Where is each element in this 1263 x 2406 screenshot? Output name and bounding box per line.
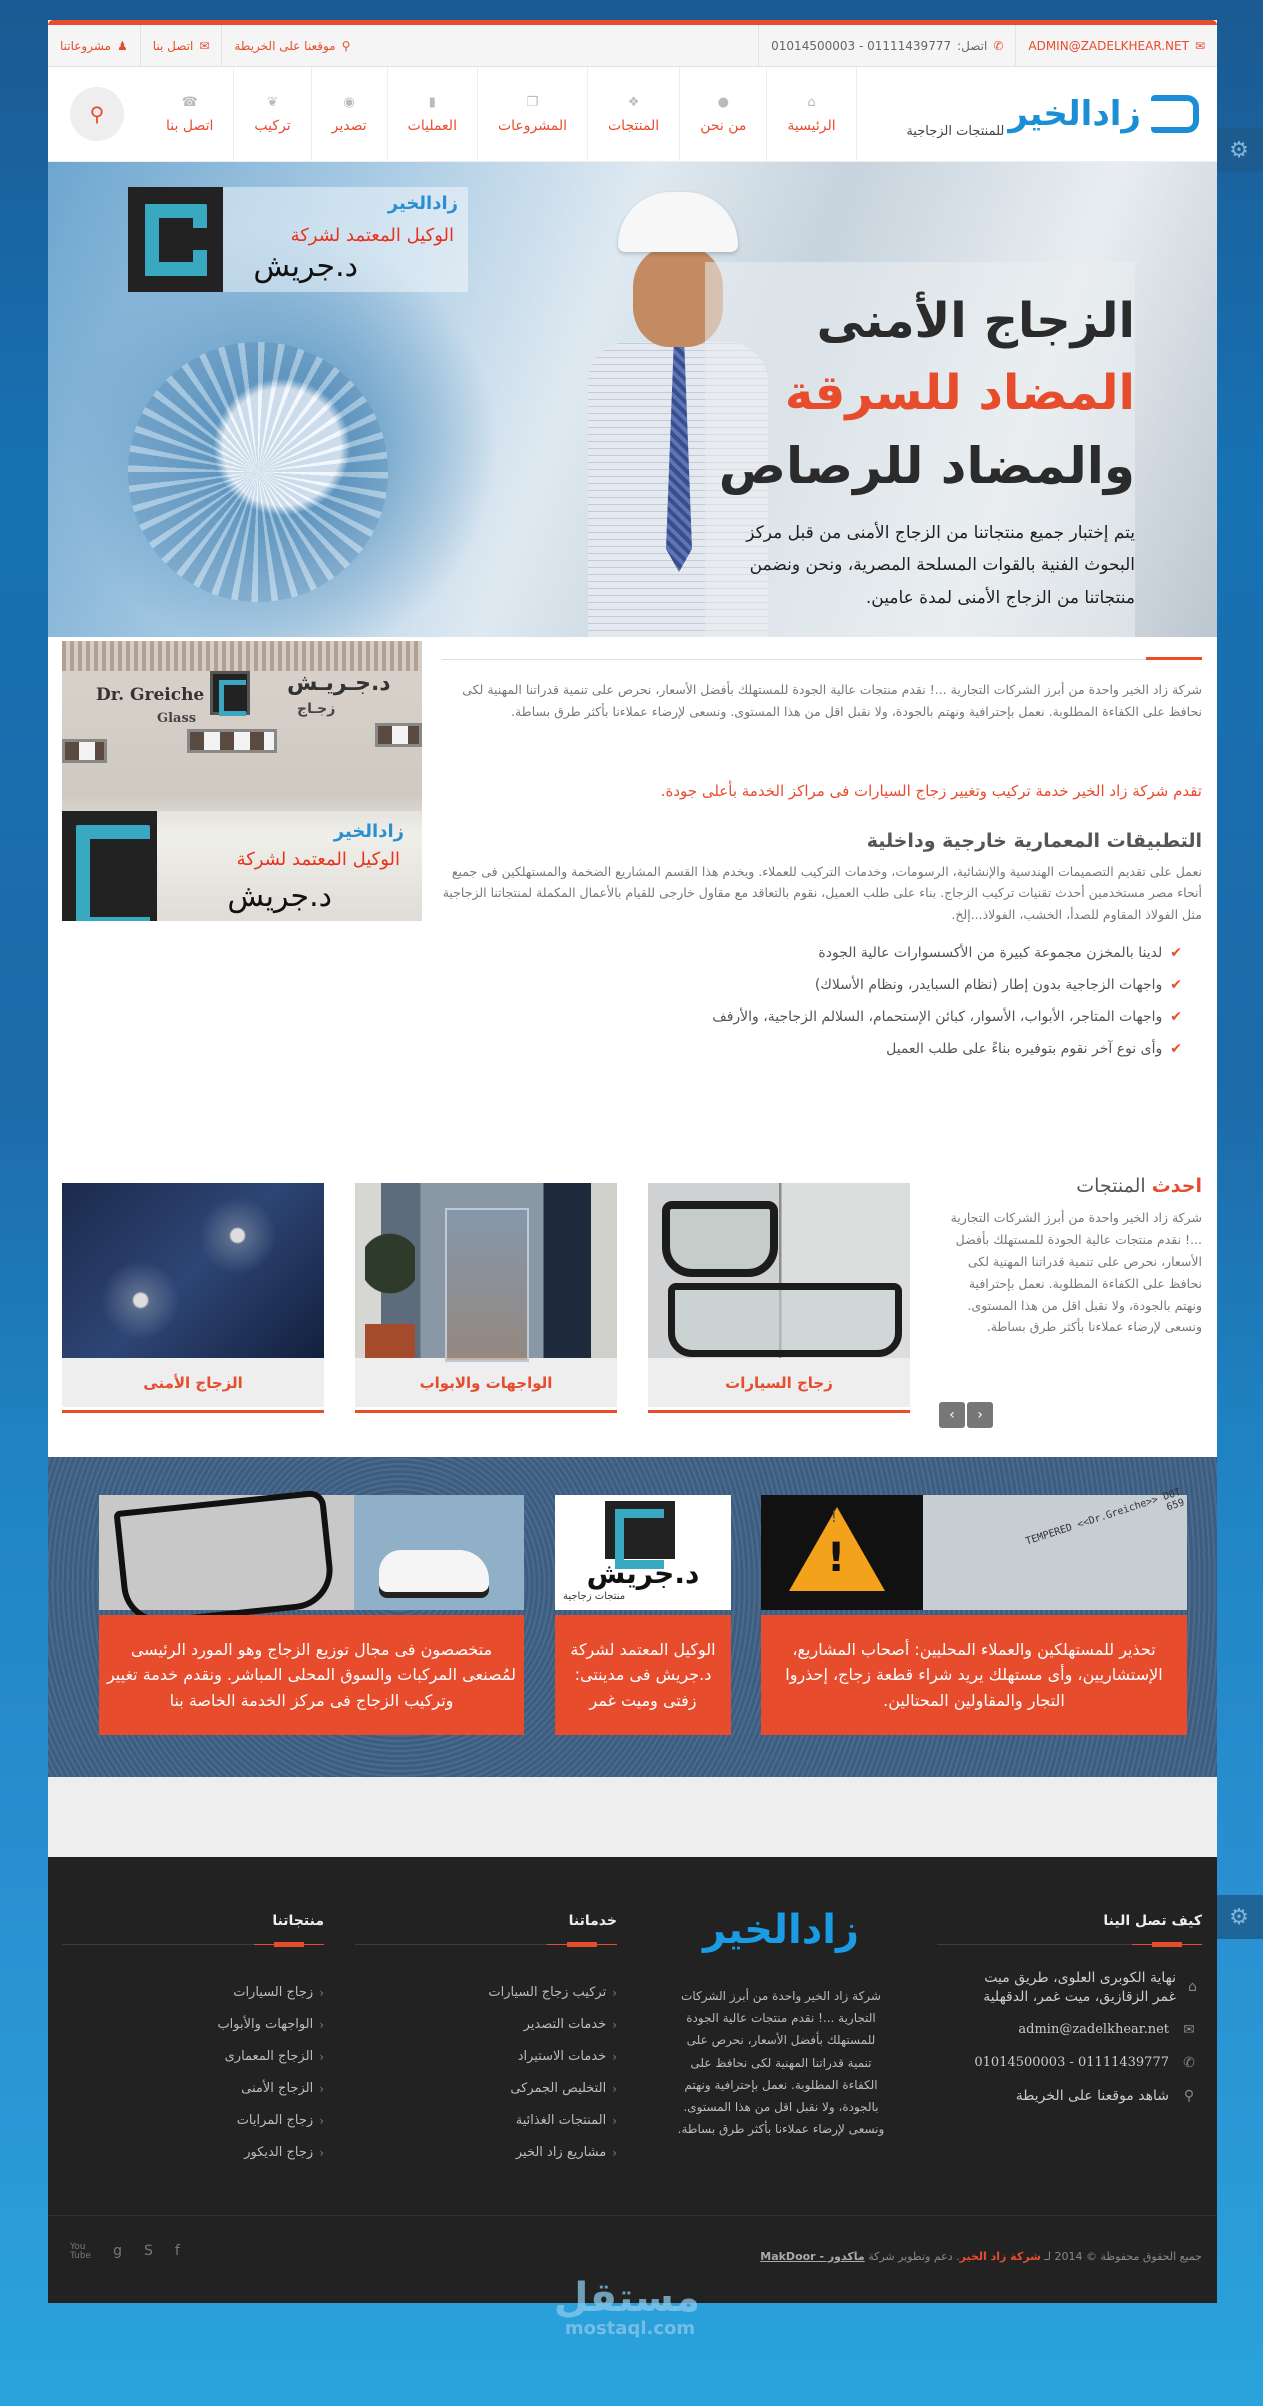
chevron-icon: ‹ xyxy=(319,2018,324,2032)
products-title xyxy=(1076,1175,1202,1197)
phone-icon: ☎ xyxy=(181,94,198,110)
footer-divider xyxy=(62,1944,324,1945)
warning-box[interactable] xyxy=(761,1486,1187,1710)
warning-icon: ! ! xyxy=(827,1535,846,1581)
overlay-text: الوكيل المعتمد لشركة xyxy=(236,849,400,870)
nav-label: العمليات xyxy=(407,117,457,134)
map-link-label: موقعنا على الخريطة xyxy=(234,38,336,53)
nav-label: تركيب xyxy=(254,117,291,134)
greiche-name: د.جريش xyxy=(586,1557,700,1590)
footer-divider xyxy=(937,1944,1202,1945)
chevron-icon: ‹ xyxy=(612,2050,617,2064)
footer-link[interactable] xyxy=(488,2041,617,2073)
chevron-icon: ‹ xyxy=(612,1986,617,2000)
checklist-text: واجهات الزجاجية بدون إطار (نظام السبايدر، ونظام الأسلاك) xyxy=(814,977,1163,993)
link-label: مشاريع زاد الخير xyxy=(515,2145,607,2160)
link-label: زجاج السيارات xyxy=(233,1985,314,2000)
projects-link[interactable] xyxy=(48,25,140,66)
divider-accent xyxy=(1146,657,1202,660)
envelope-icon: ✉ xyxy=(199,38,210,53)
chevron-icon: ‹ xyxy=(319,2114,324,2128)
files-icon: ❐ xyxy=(526,94,539,110)
product-caption[interactable]: الزجاج الأمنى xyxy=(62,1358,324,1410)
greiche-logo-icon xyxy=(210,671,250,715)
link-label: زجاج الديكور xyxy=(244,2145,314,2160)
checklist-text: لدينا بالمخزن مجموعة كبيرة من الأكسسوارات عالية الجودة xyxy=(818,945,1163,961)
checklist-text: وأى نوع آخر نقوم بتوفيره بناءً على طلب العميل xyxy=(886,1041,1163,1057)
contact-link[interactable] xyxy=(140,25,222,66)
building-sign-en2: Glass xyxy=(157,711,197,726)
site-header xyxy=(48,67,1217,162)
nav-label: من نحن xyxy=(700,117,747,134)
phone-icon: ✆ xyxy=(993,38,1004,53)
products-title-rest: المنتجات xyxy=(1076,1175,1152,1197)
greiche-building-image xyxy=(62,641,422,921)
watermark-ar: مستقل xyxy=(553,2275,700,2321)
contact-link-label: اتصل بنا xyxy=(152,38,194,53)
footer-link[interactable] xyxy=(217,2009,324,2041)
facebook-icon[interactable]: f xyxy=(174,2243,180,2259)
top-bar xyxy=(48,25,1217,67)
phone-text: 01111439777 - 01014500003 xyxy=(974,2055,1169,2071)
email-link[interactable] xyxy=(1015,25,1217,66)
search-icon: ⚲ xyxy=(89,102,105,126)
footer-contact-title: كيف تصل الينا xyxy=(1103,1913,1202,1929)
nav-label: المنتجات xyxy=(608,117,660,134)
developer-link[interactable]: ماكدور - MakDoor xyxy=(760,2250,865,2263)
dealer-text: الوكيل المعتمد لشركة د.جريش فى مدينتى: زفتى وميت غمر xyxy=(555,1615,731,1735)
footer-link[interactable] xyxy=(488,2105,617,2137)
broken-glass-graphic xyxy=(128,342,388,602)
products-description: شركة زاد الخير واحدة من أبرز الشركات التجارية ...! نقدم منتجات عالية الجودة للمستهلك بأفضل الأسعار، نحرص على تنمية قدراتنا المهنية لكى نحافظ على الكفاءة المطلوبة. نعمل بإحترافية ونهتم بالجودة، ولا نقبل اقل من هذا المستوى. ونسعى لإرضاء عملاءنا بأكثر طرق بساطة. xyxy=(950,1210,1202,1335)
home-icon: ⌂ xyxy=(1188,1979,1197,1996)
phone-icon: ✆ xyxy=(1183,2054,1195,2071)
envelope-icon: ✉ xyxy=(1194,38,1205,53)
architecture-heading: التطبيقات المعمارية خارجية وداخلية xyxy=(866,830,1202,852)
address-text: نهاية الكوبرى العلوى، طريق ميت غمر الزقازيق، ميت غمر، الدقهلية xyxy=(983,1970,1176,2005)
map-marker-icon: ⚲ xyxy=(341,38,351,53)
product-caption[interactable]: زجاج السيارات xyxy=(648,1358,910,1410)
product-caption[interactable]: الواجهات والابواب xyxy=(355,1358,617,1410)
footer-link[interactable] xyxy=(217,2137,324,2169)
google-plus-icon[interactable]: g xyxy=(113,2243,122,2259)
greiche-logo-icon xyxy=(128,187,223,292)
intro-highlight: تقدم شركة زاد الخير خدمة تركيب وتغيير زجاج السيارات فى مراكز الخدمة بأعلى جودة. xyxy=(660,782,1202,800)
map-text: شاهد موقعنا على الخريطة xyxy=(1015,2087,1169,2104)
chevron-icon: ‹ xyxy=(319,2050,324,2064)
distribution-box[interactable] xyxy=(99,1495,524,1710)
nav-label: تصدير xyxy=(331,117,367,134)
distribution-text: متخصصون فى مجال توزيع الزجاج وهو المورد الرئيسى لمُصنعى المركبات والسوق المحلى المباشر. ونقدم خدمة تغيير وتركيب الزجاج فى مركز الخدمة الخاصة بنا xyxy=(99,1615,524,1735)
link-label: تركيب زجاج السيارات xyxy=(488,1985,607,2000)
carousel-controls xyxy=(939,1402,993,1428)
phone-label: اتصل: xyxy=(957,38,988,53)
checklist-item xyxy=(712,1001,1182,1033)
globe-icon: ◉ xyxy=(343,94,355,110)
mostaql-watermark xyxy=(553,2275,700,2339)
dealer-brand: زادالخير xyxy=(387,193,458,214)
nav-label: اتصل بنا xyxy=(166,117,214,134)
site-logo[interactable] xyxy=(888,67,1217,161)
architecture-paragraph: نعمل على تقديم التصميمات الهندسية والإنشائية، الرسومات، وخدمات التركيب للعملاء. ويخدم هذا القسم المشاريع الضخمة والمستهلكين فى جميع أنحاء مصر مستخدمين أحدث تقنيات تركيب الزجاج. بناء على طلب العميل، نقوم بالتعاقد مع مقاول خارجى للقيام بالأعمال المكملة لمنتجاتنا الزجاجية مثل الفولاذ المقاوم للصدأ، الخشب، الفولاذ...إلخ. xyxy=(442,864,1202,922)
nav-item-export[interactable] xyxy=(312,67,388,161)
email-text: admin@zadelkhear.net xyxy=(1018,2022,1169,2038)
logo-emblem xyxy=(1151,95,1199,133)
footer-link[interactable] xyxy=(488,2137,617,2169)
email-text: ADMIN@ZADELKHEAR.NET xyxy=(1028,38,1189,53)
footer-link[interactable] xyxy=(217,2105,324,2137)
product-card[interactable] xyxy=(355,1183,617,1410)
warning-image xyxy=(761,1486,1187,1610)
contact-email[interactable] xyxy=(957,2021,1197,2040)
hero-title-line1: الزجاج الأمنى xyxy=(816,293,1135,349)
footer-logo[interactable]: زادالخير xyxy=(702,1907,860,1953)
link-label: خدمات الاستيراد xyxy=(517,2049,607,2064)
hero-slider[interactable] xyxy=(48,162,1217,637)
footer-link[interactable] xyxy=(217,1977,324,2009)
car-glass-image xyxy=(648,1183,910,1358)
checklist-text: واجهات المتاجر، الأبواب، الأسوار، كبائن الإستحمام، السلالم الزجاجية، والأرفف xyxy=(712,1009,1163,1025)
hero-description: يتم إختبار جميع منتجاتنا من الزجاج الأمنى من قبل مركز البحوث الفنية بالقوات المسلحة المصرية، ونحن ونضمن منتجاتنا من الزجاج الأمنى لمدة عامين. xyxy=(746,523,1135,608)
dealer-badge xyxy=(128,187,468,292)
warning-text: تحذير للمستهلكين والعملاء المحليين: أصحاب المشاريع، الإستشاريين، وأى مستهلك يريد شراء قطعة زجاج، إحذروا التجار والمقاولين المحتالين. xyxy=(761,1615,1187,1735)
chevron-icon: ‹ xyxy=(319,1986,324,2000)
check-icon: ✔ xyxy=(1170,1041,1182,1057)
logo-text: زادالخير xyxy=(1008,94,1141,134)
footer-divider xyxy=(355,1944,617,1945)
footer-link[interactable] xyxy=(217,2041,324,2073)
building-sign-ar2: زجـاج xyxy=(297,701,336,717)
footer-products-title: منتجاتنا xyxy=(272,1913,324,1929)
link-label: الزجاج الأمنى xyxy=(241,2081,314,2096)
overlay-name: د.جريش xyxy=(227,879,332,914)
main-nav xyxy=(48,67,857,161)
intro-section xyxy=(48,637,1217,1157)
tempered-label: TEMPERED <<Dr.Greiche>> DOT 659 xyxy=(1024,1486,1186,1548)
leaf-icon: ❦ xyxy=(267,94,278,110)
nav-item-about[interactable] xyxy=(680,67,767,161)
briefcase-icon: ▮ xyxy=(428,94,436,110)
section-divider xyxy=(442,659,1202,660)
footer-about xyxy=(676,1907,886,2140)
nav-label: الرئيسية xyxy=(787,117,836,134)
link-label: المنتجات الغذائية xyxy=(515,2113,607,2128)
map-marker-icon: ⚲ xyxy=(1183,2087,1195,2104)
nav-item-operations[interactable] xyxy=(388,67,478,161)
footer-about-text: شركة زاد الخير واحدة من أبرز الشركات التجارية ...! نقدم منتجات عالية الجودة للمستهلك بأفضل الأسعار، نحرص على تنمية قدراتنا المهنية لكى نحافظ على الكفاءة المطلوبة. نعمل بإحترافية ونهتم بالجودة، ولا نقبل اقل من هذا المستوى. ونسعى لإرضاء عملاءنا بأكثر طرق بساطة. xyxy=(677,1989,885,2137)
building-sign-ar: د.جـريـش xyxy=(287,671,391,696)
footer-link[interactable] xyxy=(217,2073,324,2105)
skype-icon[interactable]: S xyxy=(143,2243,153,2259)
social-links xyxy=(70,2243,180,2261)
facade-doors-image xyxy=(355,1183,617,1358)
building-sign-en: Dr. Greiche xyxy=(96,685,205,705)
link-label: زجاج المرايات xyxy=(236,2113,314,2128)
search-button[interactable] xyxy=(70,87,124,141)
latest-products xyxy=(48,1157,1217,1457)
nav-item-contact[interactable] xyxy=(146,67,234,161)
footer-bottom-divider xyxy=(48,2215,1217,2216)
projects-link-label: مشروعاتنا xyxy=(60,38,111,53)
phone-info xyxy=(758,25,1015,66)
dev-prefix: . دعم وتطوير شركة xyxy=(864,2250,960,2263)
footer-link[interactable] xyxy=(488,2073,617,2105)
settings-gear-icon[interactable]: ⚙ xyxy=(1215,128,1263,172)
home-icon: ⌂ xyxy=(807,94,816,110)
greiche-logo-image xyxy=(555,1495,731,1610)
check-icon: ✔ xyxy=(1170,977,1182,993)
chevron-icon: ‹ xyxy=(612,2114,617,2128)
youtube-icon[interactable]: You Tube xyxy=(70,2242,92,2261)
products-title-accent: احدث xyxy=(1151,1175,1202,1197)
carousel-prev-button[interactable] xyxy=(939,1402,965,1428)
contact-address xyxy=(957,1969,1197,2007)
dealer-name: د.جريش xyxy=(253,249,358,284)
windshield-car-image xyxy=(99,1495,524,1610)
chevron-icon: ‹ xyxy=(612,2082,617,2096)
product-card[interactable] xyxy=(62,1183,324,1410)
dealer-text: الوكيل المعتمد لشركة xyxy=(290,225,454,246)
page-container xyxy=(48,20,1217,2303)
site-footer xyxy=(48,1857,1217,2303)
chevron-left-icon: ‹ xyxy=(949,1407,955,1423)
gift-icon: ❖ xyxy=(627,94,640,110)
dealer-box[interactable] xyxy=(555,1495,731,1710)
logo-tagline: للمنتجات الزجاجية xyxy=(906,124,1005,139)
chevron-right-icon: › xyxy=(977,1407,983,1423)
chevron-icon: ‹ xyxy=(612,2146,617,2160)
security-glass-image xyxy=(62,1183,324,1358)
user-icon: ♟ xyxy=(116,38,128,53)
footer-services-list xyxy=(488,1977,617,2169)
settings-gear-icon[interactable]: ⚙ xyxy=(1215,1895,1263,1939)
footer-link[interactable] xyxy=(488,1977,617,2009)
contact-phone xyxy=(957,2054,1197,2073)
company-link[interactable]: شركة زاد الخير xyxy=(959,2250,1041,2263)
nav-item-home[interactable] xyxy=(767,67,856,161)
footer-services-title: خدماتنا xyxy=(568,1913,617,1929)
checklist-item xyxy=(712,1033,1182,1065)
nav-label: المشروعات xyxy=(497,117,567,134)
link-label: الواجهات والأبواب xyxy=(217,2017,314,2032)
check-icon: ✔ xyxy=(1170,1009,1182,1025)
chevron-icon: ‹ xyxy=(319,2082,324,2096)
greiche-logo-icon xyxy=(605,1501,675,1559)
greiche-logo-icon xyxy=(62,811,157,921)
info-banner-strip xyxy=(48,1457,1217,1777)
checklist-item xyxy=(712,937,1182,969)
phone-numbers: 01111439777 - 01014500003 xyxy=(771,38,952,53)
envelope-icon: ✉ xyxy=(1183,2021,1195,2038)
footer-contact-list xyxy=(957,1969,1197,2119)
greiche-sub: منتجات زجاجية xyxy=(563,1591,626,1602)
product-card[interactable] xyxy=(648,1183,910,1410)
empty-band xyxy=(48,1777,1217,1857)
link-label: الزجاج المعمارى xyxy=(224,2049,314,2064)
overlay-brand: زادالخير xyxy=(333,821,404,842)
chevron-icon: ‹ xyxy=(319,2146,324,2160)
footer-products-list xyxy=(217,1977,324,2169)
feature-checklist xyxy=(712,937,1182,1065)
copyright-prefix: جميع الحقوق محفوظة © 2014 لـ xyxy=(1040,2250,1202,2263)
checklist-item xyxy=(712,969,1182,1001)
carousel-next-button[interactable] xyxy=(967,1402,993,1428)
watermark-en: mostaql.com xyxy=(564,2318,696,2339)
check-icon: ✔ xyxy=(1170,945,1182,961)
footer-link[interactable] xyxy=(488,2009,617,2041)
nav-item-products[interactable] xyxy=(588,67,680,161)
user-icon: ● xyxy=(717,94,729,110)
hero-title-line3: والمضاد للرصاص xyxy=(718,437,1135,495)
intro-paragraph: شركة زاد الخير واحدة من أبرز الشركات التجارية ...! نقدم منتجات عالية الجودة للمستهلك بأفضل الأسعار، نحرص على تنمية قدراتنا المهنية لكى نحافظ على الكفاءة المطلوبة. نعمل بإحترافية ونهتم بالجودة، ولا نقبل اقل من هذا المستوى. ونسعى لإرضاء عملاءنا بأكثر طرق بساطة. xyxy=(462,682,1202,719)
copyright xyxy=(760,2250,1202,2263)
map-link[interactable] xyxy=(221,25,362,66)
link-label: خدمات التصدير xyxy=(523,2017,607,2032)
chevron-icon: ‹ xyxy=(612,2018,617,2032)
contact-map[interactable] xyxy=(957,2087,1197,2106)
nav-item-installation[interactable] xyxy=(234,67,311,161)
hero-title-line2: المضاد للسرقة xyxy=(784,365,1135,421)
link-label: التخليص الجمركى xyxy=(510,2081,607,2096)
nav-item-projects[interactable] xyxy=(478,67,588,161)
